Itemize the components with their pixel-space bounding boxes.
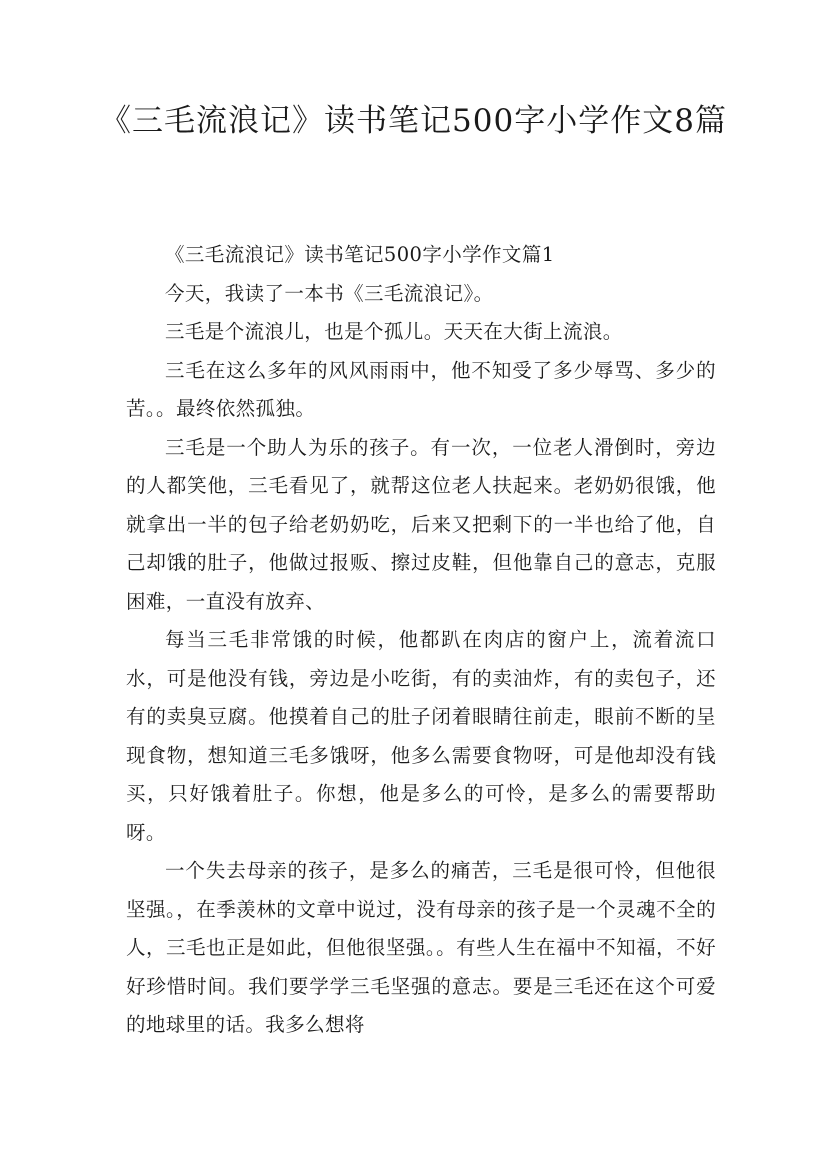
paragraph: 每当三毛非常饿的时候，他都趴在肉店的窗户上，流着流口水，可是他没有钱，旁边是小吃街，有的卖油炸，有的卖包子，还有的卖臭豆腐。他摸着自己的肚子闭着眼睛往前走，眼前不断的呈现食物，想知道三毛多饿呀，他多么需要食物呀，可是他却没有钱买，只好饿着肚子。你想，他是多么的可怜，是多么的需要帮助呀。 (126, 628, 716, 844)
paragraph: 三毛是一个助人为乐的孩子。有一次，一位老人滑倒时，旁边的人都笑他，三毛看见了，就帮这位老人扶起来。老奶奶很饿，他就拿出一半的包子给老奶奶吃，后来又把剩下的一半也给了他，自己却饿的肚子，他做过报贩、擦过皮鞋，但他靠自己的意志，克服困难，一直没有放弃、 (126, 435, 716, 613)
paragraph: 今天，我读了一本书《三毛流浪记》。 (165, 281, 494, 305)
document-title: 《三毛流浪记》读书笔记500字小学作文8篇 (100, 103, 727, 139)
paragraph: 三毛在这么多年的风风雨雨中，他不知受了多少辱骂、多少的苦。。最终依然孤独。 (126, 358, 716, 420)
paragraph: 三毛是个流浪儿，也是个孤儿。天天在大街上流浪。 (165, 320, 623, 343)
document-body (126, 236, 716, 1045)
paragraph-section-heading: 《三毛流浪记》读书笔记500字小学作文篇1 (165, 243, 555, 266)
paragraph: 一个失去母亲的孩子，是多么的痛苦，三毛是很可怜，但他很坚强。，在季羡林的文章中说过，没有母亲的孩子是一个灵魂不全的人，三毛也正是如此，但他很坚强。。有些人生在福中不知福，不好好珍惜时间。我们要学学三毛坚强的意志。要是三毛还在这个可爱的地球里的话。我多么想将 (126, 859, 716, 1036)
